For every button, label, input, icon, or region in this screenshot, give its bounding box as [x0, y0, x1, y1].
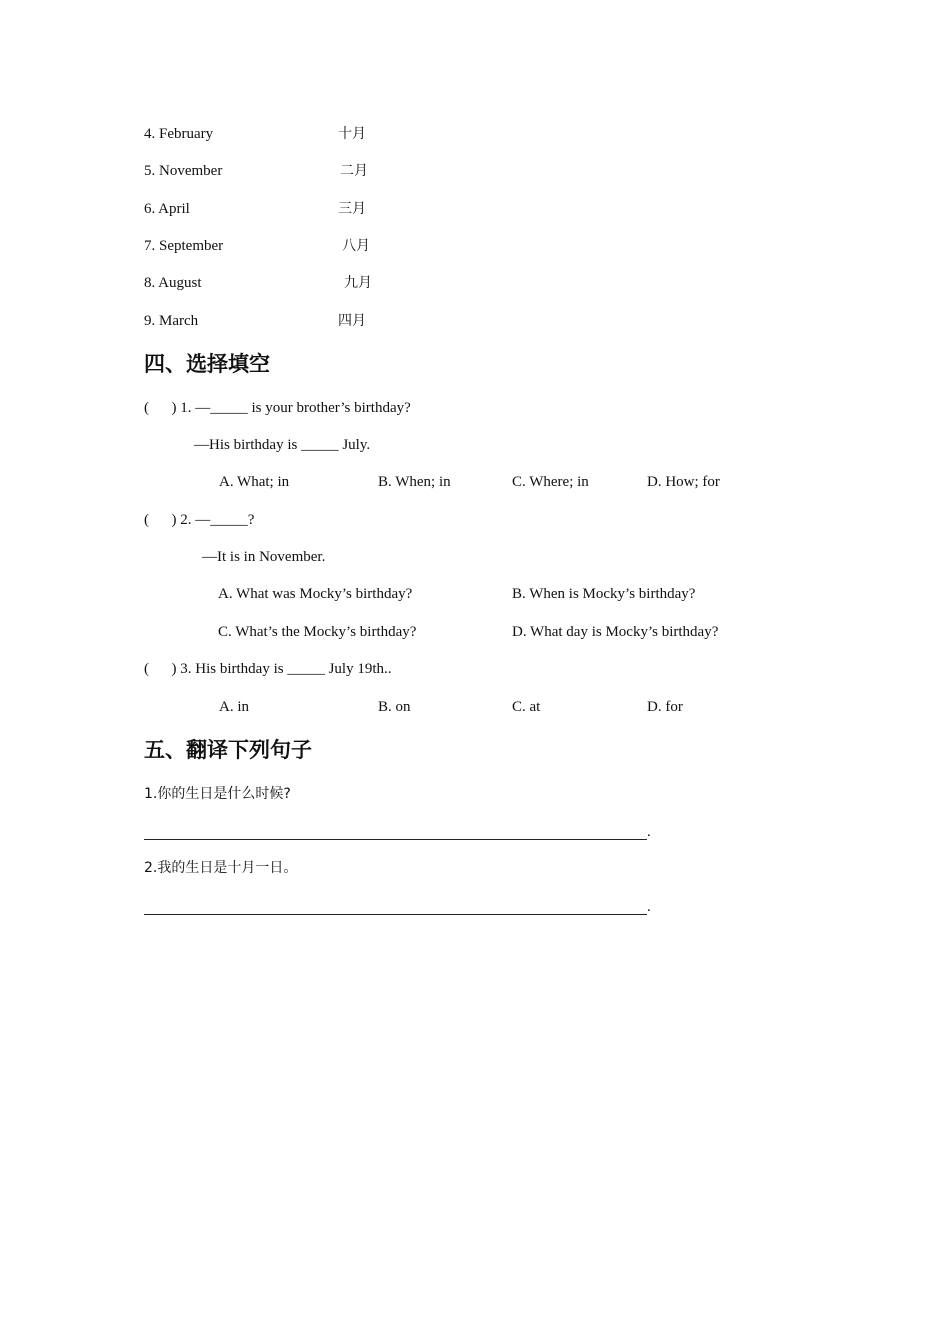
match-cn-5: 九月 — [344, 275, 372, 291]
q2-option-a: A. What was Mocky’s birthday? — [218, 586, 413, 602]
section-4-title: 四、选择填空 — [144, 352, 270, 376]
match-en-6: 9. March — [144, 313, 199, 329]
q1-stem: ( ) 1. —_____ is your brother’s birthday? — [144, 400, 411, 416]
match-cn-2: 二月 — [340, 163, 368, 179]
answer-line-1-period: . — [647, 824, 651, 840]
q2-reply: —It is in November. — [202, 549, 326, 565]
answer-line-2-period: . — [647, 899, 651, 915]
match-cn-3: 三月 — [338, 201, 366, 217]
match-en-4: 7. September — [144, 238, 224, 254]
q2-option-d: D. What day is Mocky’s birthday? — [512, 624, 719, 640]
q3-stem: ( ) 3. His birthday is _____ July 19th.. — [144, 661, 392, 677]
q1-option-b: B. When; in — [378, 474, 451, 490]
match-en-1: 4. February — [144, 126, 214, 142]
q1-option-d: D. How; for — [647, 474, 720, 490]
q2-option-b: B. When is Mocky’s birthday? — [512, 586, 696, 602]
q2-stem: ( ) 2. —_____? — [144, 512, 255, 528]
q3-option-a: A. in — [219, 699, 249, 715]
answer-line-2[interactable] — [144, 914, 647, 915]
answer-line-1[interactable] — [144, 839, 647, 840]
match-en-3: 6. April — [144, 201, 190, 217]
q1-option-a: A. What; in — [219, 474, 290, 490]
q2-option-c: C. What’s the Mocky’s birthday? — [218, 624, 417, 640]
q1-option-c: C. Where; in — [512, 474, 589, 490]
match-cn-6: 四月 — [338, 313, 366, 329]
match-cn-4: 八月 — [342, 238, 370, 254]
q1-reply: —His birthday is _____ July. — [194, 437, 371, 453]
q3-option-b: B. on — [378, 699, 411, 715]
match-cn-1: 十月 — [338, 126, 366, 142]
match-en-2: 5. November — [144, 163, 223, 179]
translate-prompt-2: 2.我的生日是十月一日。 — [144, 860, 298, 876]
match-en-5: 8. August — [144, 275, 202, 291]
q3-option-c: C. at — [512, 699, 541, 715]
section-5-title: 五、翻译下列句子 — [144, 738, 312, 762]
q3-option-d: D. for — [647, 699, 683, 715]
translate-prompt-1: 1.你的生日是什么时候? — [144, 786, 291, 802]
